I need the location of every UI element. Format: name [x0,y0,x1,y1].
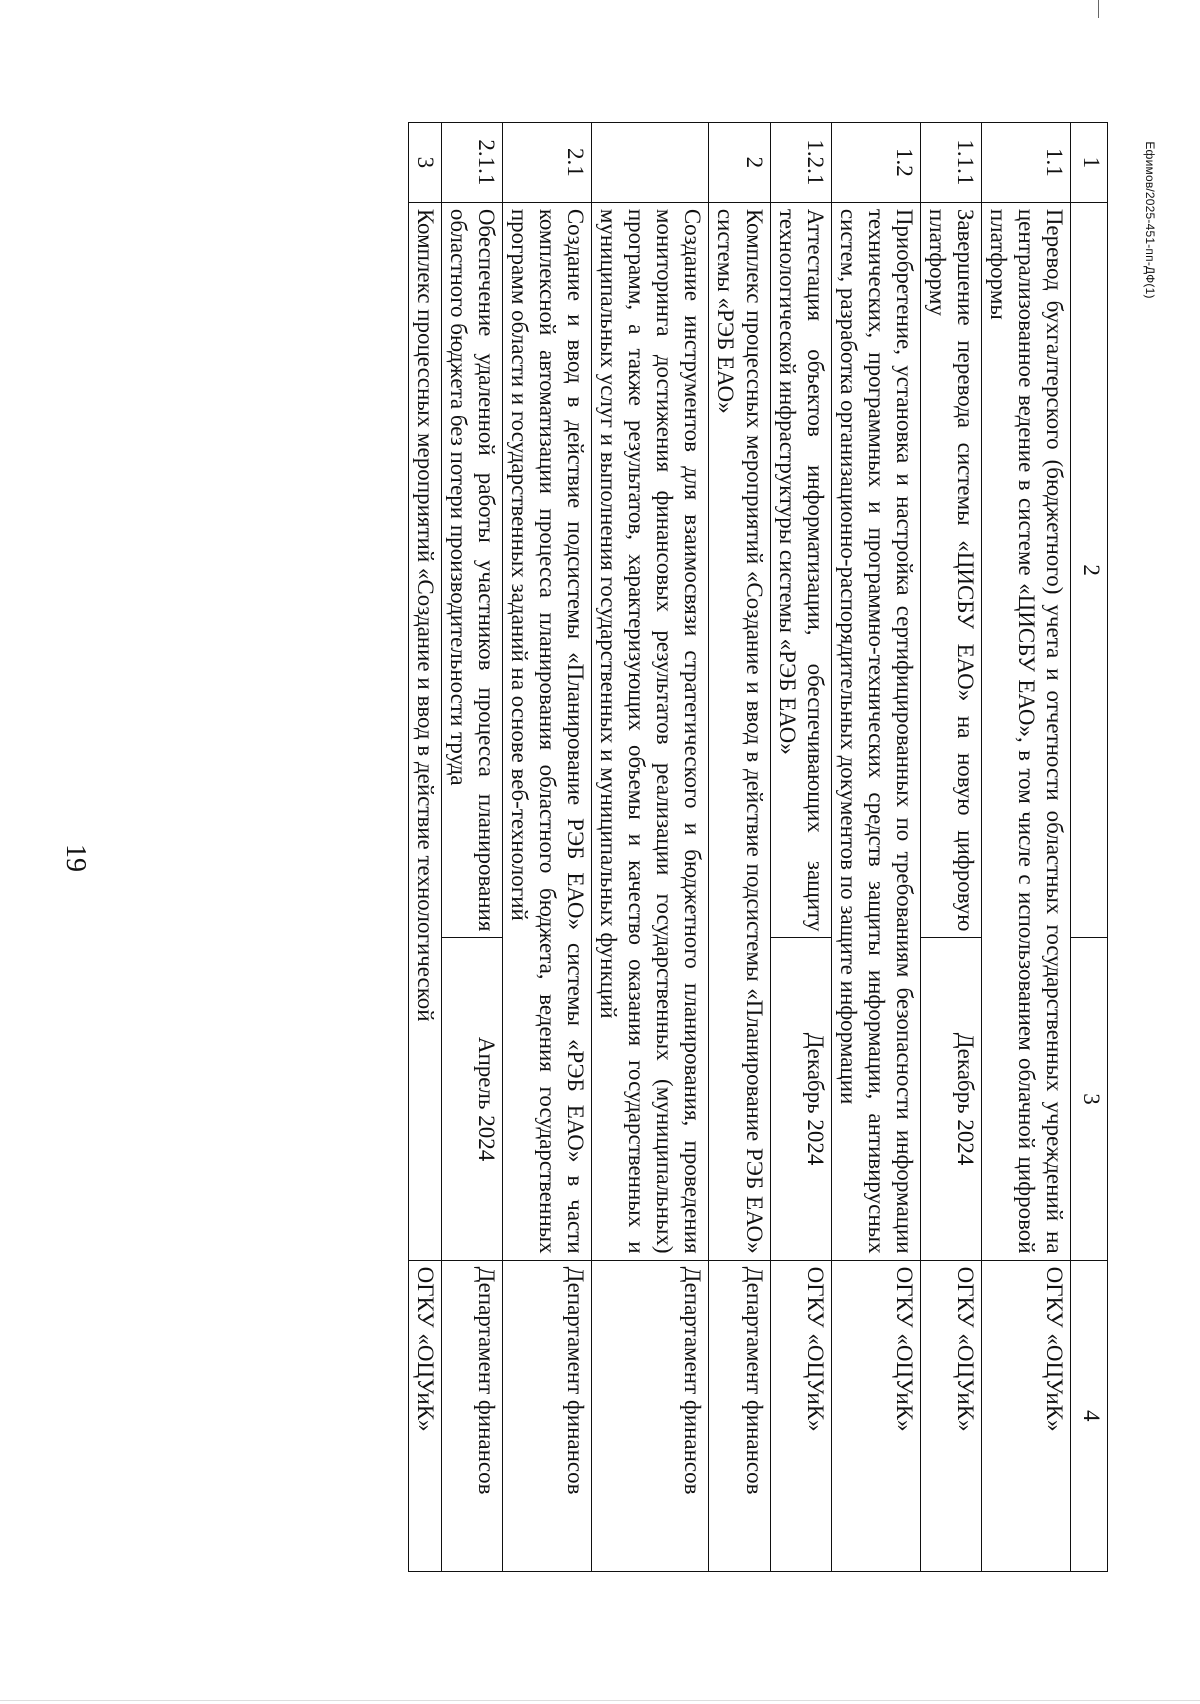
table-row [709,123,770,1572]
measure-description-cell: Создание и ввод в действие подсистемы «Планирование РЭБ ЕАО» системы «РЭБ ЕАО» в части комплексной автоматизации процесса планирования областного бюджета, ведения государственных программ области и государственных заданий на основе веб-технологий [503,202,592,1260]
measure-description-cell: Создание инструментов для взаимосвязи стратегического и бюджетного планирования, проведения мониторинга достижения финансовых результатов реализации государственных (муниципальных) программ, а также результатов, характеризующих объемы и качество оказания государственных и муниципальных услуг и выполнения государственных и муниципальных функций [592,202,709,1260]
table-row [981,123,1070,1572]
table-row [592,123,709,1572]
table-row [831,123,920,1572]
responsible-executor-cell: ОГКУ «ОЦУиК» [920,1260,981,1571]
page-number: 19 [60,844,91,872]
row-number-cell: 2.1.1 [442,123,503,203]
row-number-cell: 2 [709,123,770,203]
responsible-executor-cell: ОГКУ «ОЦУиК» [408,1260,441,1571]
header-col-1: 1 [1071,123,1108,203]
table-header-row [1071,123,1108,1572]
responsible-executor-cell: Департамент финансов [442,1260,503,1571]
row-number-cell [592,123,709,203]
header-col-3: 3 [1071,938,1108,1260]
deadline-cell: Апрель 2024 [442,938,503,1260]
row-number-cell: 1.1.1 [920,123,981,203]
deadline-cell: Декабрь 2024 [920,938,981,1260]
row-number-cell: 1.2 [831,123,920,203]
row-number-cell: 3 [408,123,441,203]
header-col-4: 4 [1071,1260,1108,1571]
table-row [442,123,503,1572]
responsible-executor-cell: ОГКУ «ОЦУиК» [831,1260,920,1571]
measure-description-cell: Комплекс процессных мероприятий «Создание и ввод в действие технологической [408,202,441,1260]
scan-artifact-line [0,1700,1200,1701]
measure-description-cell: Комплекс процессных мероприятий «Создание и ввод в действие подсистемы «Планирование РЭБ ЕАО» системы «РЭБ ЕАО» [709,202,770,1260]
measure-description-cell: Аттестация объектов информатизации, обеспечивающих защиту технологической инфраструктуры системы «РЭБ ЕАО» [770,202,831,938]
measure-description-cell: Обеспечение удаленной работы участников процесса планирования областного бюджета без потери производительности труда [442,202,503,938]
table-row [770,123,831,1572]
document-registration-code: Ефимов/2025-451-пп-ДФ(1) [1143,141,1157,299]
measure-description-cell: Приобретение, установка и настройка сертифицированных по требованиям безопасности информации технических, программных и программно-технических средств защиты информации, антивирусных систем, разработка организационно-распорядительных документов по защите информации [831,202,920,1260]
responsible-executor-cell: Департамент финансов [709,1260,770,1571]
table-row [408,123,441,1572]
row-number-cell: 2.1 [503,123,592,203]
responsible-executor-cell: Департамент финансов [503,1260,592,1571]
header-col-2: 2 [1071,202,1108,938]
table-row [920,123,981,1572]
row-number-cell: 1.1 [981,123,1070,203]
deadline-cell: Декабрь 2024 [770,938,831,1260]
measure-description-cell: Завершение перевода системы «ЦИСБУ ЕАО» на новую цифровую платформу [920,202,981,938]
responsible-executor-cell: ОГКУ «ОЦУиК» [981,1260,1070,1571]
table-row [503,123,592,1572]
measures-table [408,122,1108,1572]
measure-description-cell: Перевод бухгалтерского (бюджетного) учета и отчетности областных государственных учреждений на централизованное ведение в системе «ЦИСБУ ЕАО», в том числе с использованием облачной цифровой платформы [981,202,1070,1260]
responsible-executor-cell: Департамент финансов [592,1260,709,1571]
row-number-cell: 1.2.1 [770,123,831,203]
responsible-executor-cell: ОГКУ «ОЦУиК» [770,1260,831,1571]
scan-artifact-line [1098,0,1099,18]
